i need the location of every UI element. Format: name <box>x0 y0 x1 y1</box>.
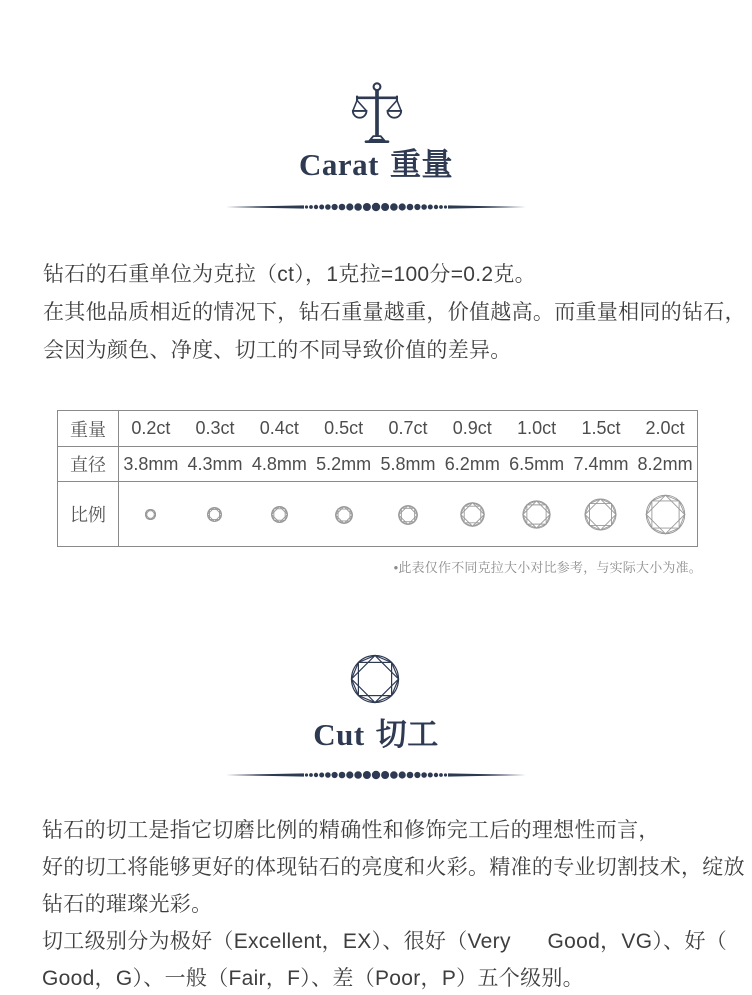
table-cell: 0.9ct <box>440 411 504 447</box>
table-cell: 4.8mm <box>247 447 311 482</box>
table-cell: 1.5ct <box>569 411 633 447</box>
paragraph-line: 钻石的璀璨光彩。 <box>42 893 213 916</box>
paragraph-line: 钻石的石重单位为克拉（ct），1克拉=100分=0.2克。 <box>43 263 536 286</box>
diamond-top-view-icon <box>350 654 400 704</box>
cut-paragraph <box>42 812 745 995</box>
cut-section-title <box>0 718 752 752</box>
divider-ornament <box>226 767 526 783</box>
table-row <box>58 447 698 482</box>
table-cell <box>183 482 247 547</box>
table-cell: 0.7ct <box>376 411 440 447</box>
diamond-size-icon <box>145 509 156 520</box>
table-cell: 5.8mm <box>376 447 440 482</box>
table-cell <box>311 482 375 547</box>
diamond-size-icon <box>207 507 222 522</box>
carat-section-title <box>0 148 752 182</box>
paragraph-line: 在其他品质相近的情况下，钻石重量越重，价值越高。而重量相同的钻石， <box>43 301 746 324</box>
table-cell <box>504 482 568 547</box>
cut-title-en: Cut <box>313 717 365 752</box>
paragraph-line: 钻石的切工是指它切磨比例的精确性和修饰完工后的理想性而言， <box>42 819 660 842</box>
paragraph-line: 切工级别分为极好（Excellent，EX）、很好（Very Good，VG）、好（ <box>42 930 728 953</box>
table-note: •此表仅作不同克拉大小对比参考，与实际大小为准。 <box>393 560 702 575</box>
table-cell <box>633 482 697 547</box>
table-cell: 4.3mm <box>183 447 247 482</box>
paragraph-line: 会因为颜色、净度、切工的不同导致价值的差异。 <box>43 339 512 362</box>
row-label: 重量 <box>58 411 119 447</box>
carat-paragraph <box>43 256 746 370</box>
carat-size-table <box>57 410 698 547</box>
carat-title-en: Carat <box>299 147 379 182</box>
table-cell <box>376 482 440 547</box>
diamond-size-icon <box>398 505 418 525</box>
diamond-size-icon <box>645 494 686 535</box>
diamond-size-icon <box>522 500 551 529</box>
table-cell: 8.2mm <box>633 447 697 482</box>
table-cell: 2.0ct <box>633 411 697 447</box>
table-cell: 0.3ct <box>183 411 247 447</box>
row-label: 直径 <box>58 447 119 482</box>
table-cell <box>440 482 504 547</box>
table-cell: 3.8mm <box>119 447 183 482</box>
table-cell: 6.2mm <box>440 447 504 482</box>
balance-scale-icon <box>350 82 404 144</box>
divider-ornament <box>226 199 526 215</box>
carat-title-zh: 重量 <box>389 147 453 182</box>
table-cell: 7.4mm <box>569 447 633 482</box>
diamond-size-icon <box>335 506 353 524</box>
table-cell <box>247 482 311 547</box>
table-cell: 0.5ct <box>311 411 375 447</box>
diamond-size-icon <box>271 506 288 523</box>
paragraph-line: Good，G）、一般（Fair，F）、差（Poor，P）五个级别。 <box>42 967 584 990</box>
table-cell <box>119 482 183 547</box>
diamond-size-icon <box>584 498 617 531</box>
table-cell <box>569 482 633 547</box>
table-cell: 6.5mm <box>504 447 568 482</box>
row-label: 比例 <box>58 482 119 547</box>
table-cell: 0.4ct <box>247 411 311 447</box>
cut-title-zh: 切工 <box>375 717 439 752</box>
table-cell: 0.2ct <box>119 411 183 447</box>
diamond-size-icon <box>460 502 485 527</box>
table-cell: 1.0ct <box>504 411 568 447</box>
table-cell: 5.2mm <box>311 447 375 482</box>
paragraph-line: 好的切工将能够更好的体现钻石的亮度和火彩。精准的专业切割技术，绽放 <box>42 856 745 879</box>
table-row <box>58 482 698 547</box>
table-row <box>58 411 698 447</box>
